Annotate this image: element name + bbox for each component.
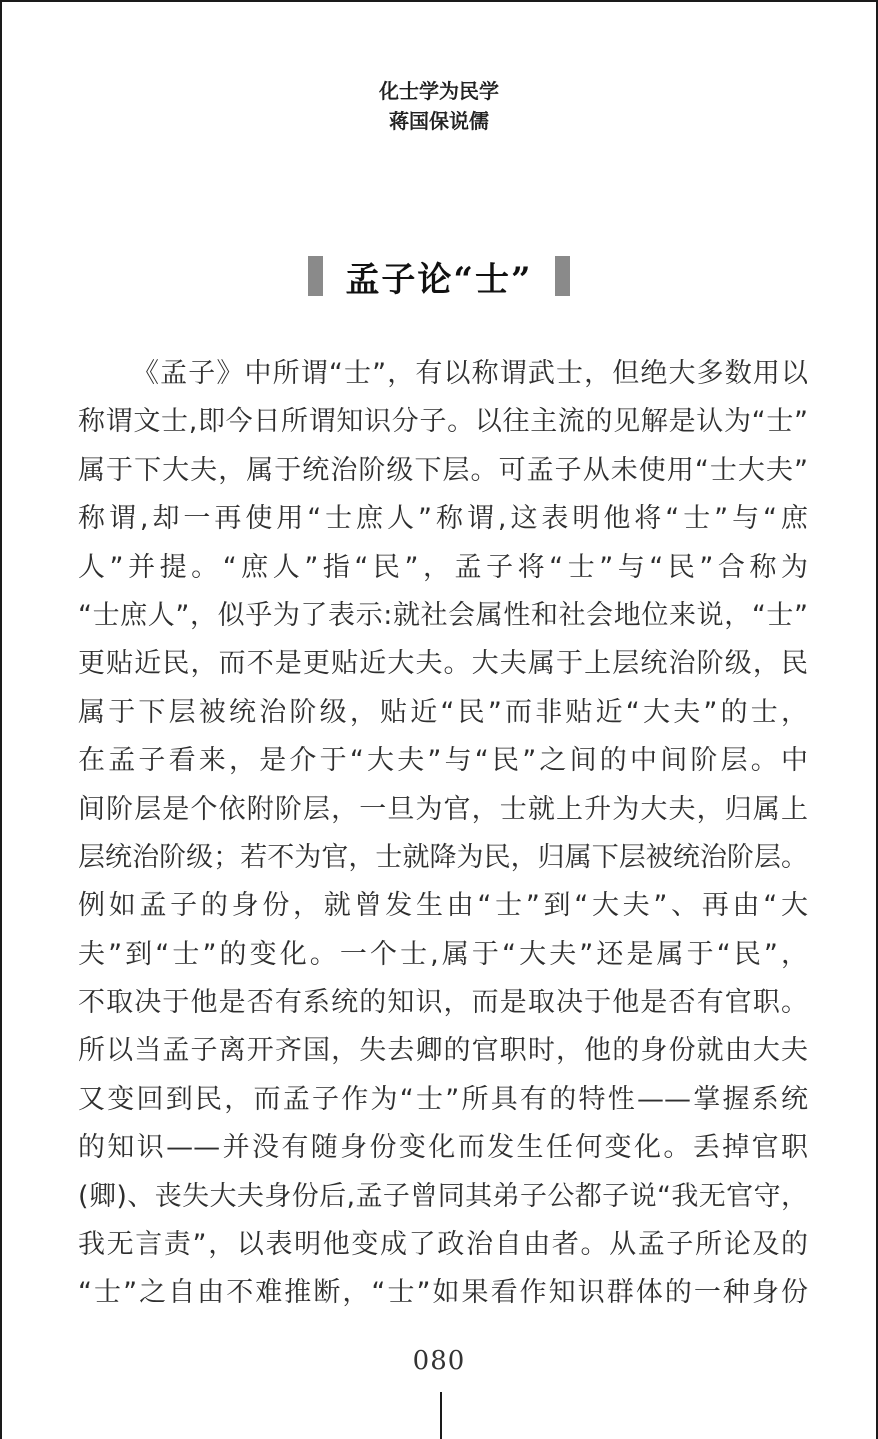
folio-rule <box>440 1392 442 1439</box>
body-line: “士”之自由不难推断，“士”如果看作知识群体的一种身份 <box>78 1277 808 1309</box>
body-line: 人”并提。“庶人”指“民”，孟子将“士”与“民”合称为 <box>78 551 808 583</box>
title-bar-left <box>308 256 323 296</box>
body-line: 又变回到民，而孟子作为“士”所具有的特性——掌握系统 <box>78 1083 808 1115</box>
body-line: 例如孟子的身份，就曾发生由“士”到“大夫”、再由“大 <box>78 890 808 922</box>
body-line: 的知识——并没有随身份变化而发生任何变化。丢掉官职 <box>78 1132 808 1164</box>
running-head-series-title: 化士学为民学 <box>379 79 499 103</box>
body-line: (卿)、丧失大夫身份后,孟子曾同其弟子公都子说“我无官守， <box>78 1180 808 1212</box>
chapter-title-text: 孟子论“士” <box>345 259 533 300</box>
page-number: 080 <box>412 1346 466 1376</box>
body-line: 层统治阶级；若不为官，士就降为民，归属下层被统治阶层。 <box>78 841 808 873</box>
body-line: 夫”到“士”的变化。一个士,属于“大夫”还是属于“民”， <box>78 938 808 970</box>
body-line: 所以当孟子离开齐国，失去卿的官职时，他的身份就由大夫 <box>78 1035 808 1067</box>
body-line: 属于下大夫，属于统治阶级下层。可孟子从未使用“士大夫” <box>78 454 808 486</box>
body-line: 间阶层是个依附阶层，一旦为官，士就上升为大夫，归属上 <box>78 793 808 825</box>
running-head <box>2 76 876 136</box>
body-line: 称谓文士,即今日所谓知识分子。以往主流的见解是认为“士” <box>78 406 808 438</box>
body-line: “士庶人”，似乎为了表示:就社会属性和社会地位来说，“士” <box>78 599 808 631</box>
body-line: 《孟子》中所谓“士”，有以称谓武士，但绝大多数用以 <box>132 358 808 389</box>
body-line: 在孟子看来，是介于“大夫”与“民”之间的中间阶层。中 <box>78 745 808 777</box>
body-line: 我无言责”，以表明他变成了政治自由者。从孟子所论及的 <box>78 1229 808 1261</box>
running-head-book-title: 蒋国保说儒 <box>389 109 489 133</box>
body-line: 称谓,却一再使用“士庶人”称谓,这表明他将“士”与“庶 <box>78 503 808 535</box>
body-line: 属于下层被统治阶级，贴近“民”而非贴近“大夫”的士， <box>78 696 808 728</box>
body-line: 更贴近民，而不是更贴近大夫。大夫属于上层统治阶级，民 <box>78 648 808 680</box>
body-paragraph <box>78 350 808 1318</box>
body-line: 不取决于他是否有系统的知识，而是取决于他是否有官职。 <box>78 987 808 1019</box>
chapter-title <box>2 250 876 302</box>
title-bar-right <box>555 256 570 296</box>
